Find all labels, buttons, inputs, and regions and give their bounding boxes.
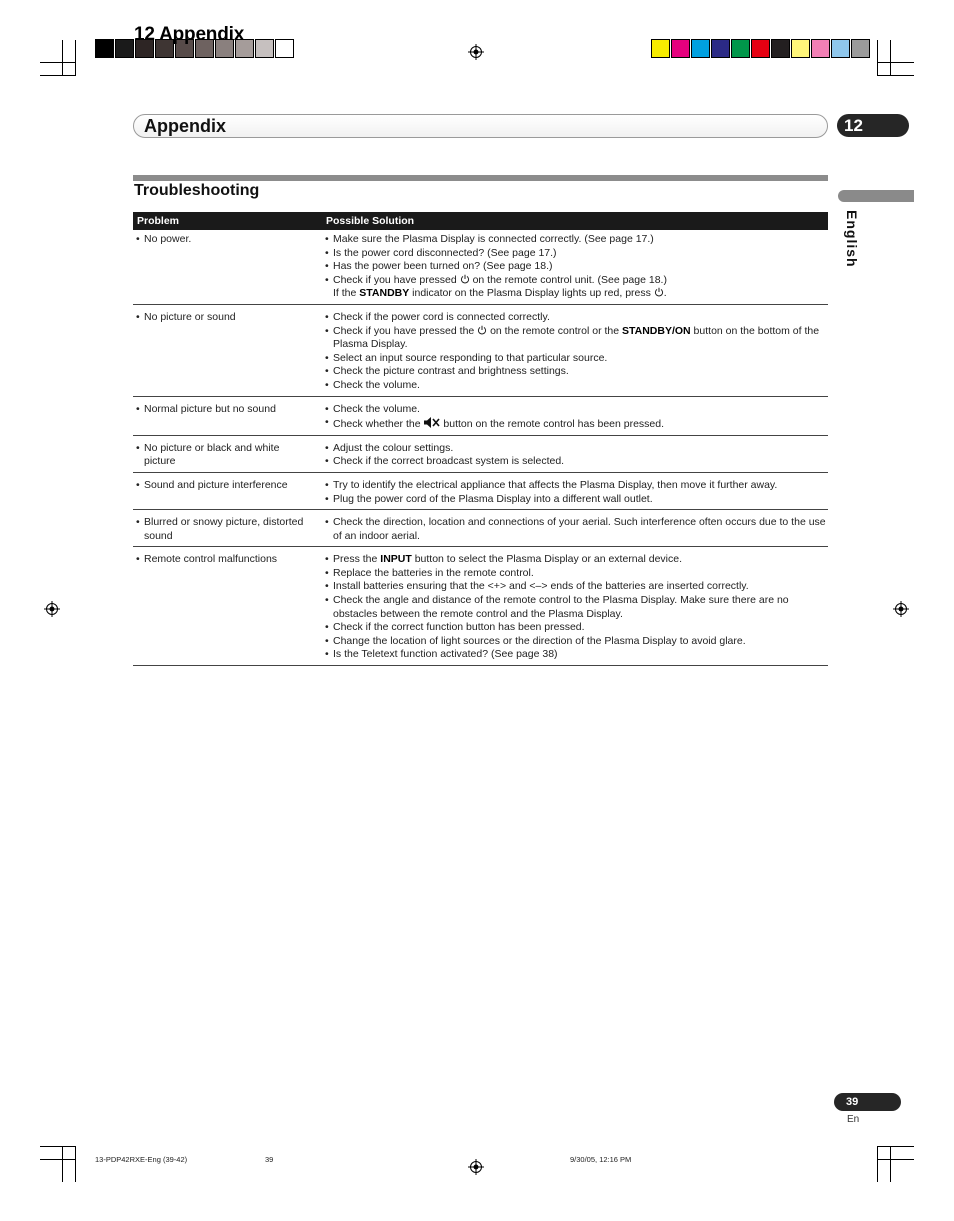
button-name: STANDBY/ON xyxy=(622,324,691,337)
power-icon xyxy=(460,274,470,284)
solution-text: Check the volume. xyxy=(333,378,420,391)
bullet: • xyxy=(325,233,329,245)
bullet: • xyxy=(325,441,329,454)
swatch xyxy=(831,39,850,58)
bullet: • xyxy=(325,273,329,286)
solution-text: . xyxy=(663,287,667,300)
table-row xyxy=(133,473,828,510)
solution-cell xyxy=(322,311,828,393)
solution-item xyxy=(325,621,828,635)
bullet: • xyxy=(325,478,329,491)
table-row xyxy=(133,510,828,547)
chapter-number-badge: 12 xyxy=(837,114,909,137)
swatch xyxy=(811,39,830,58)
solution-cell xyxy=(322,442,828,469)
bullet: • xyxy=(325,580,329,593)
solution-item xyxy=(325,247,828,261)
solution-text: Has the power been turned on? (See page 18.) xyxy=(333,260,553,273)
solution-item xyxy=(325,274,828,288)
swatch xyxy=(115,39,134,58)
crop-mark xyxy=(877,40,878,76)
crop-mark xyxy=(877,1146,878,1182)
bullet: • xyxy=(325,492,329,505)
bullet: • xyxy=(136,553,140,566)
bullet: • xyxy=(136,402,140,415)
solution-text: If the xyxy=(333,287,360,300)
swatch xyxy=(671,39,690,58)
solution-item xyxy=(325,635,828,649)
solution-text: Change the location of light sources or the direction of the Plasma Display to avoid glare. xyxy=(333,634,746,647)
solution-text: Replace the batteries in the remote control. xyxy=(333,566,534,579)
solution-text: Check the angle and distance of the remote control to the Plasma Display. Make sure there are no obstacles between the remote control and the Plasma Display. xyxy=(333,594,789,620)
registration-mark-icon xyxy=(468,44,484,60)
swatch xyxy=(691,39,710,58)
solution-item xyxy=(325,325,828,352)
solution-text: Check the picture contrast and brightness settings. xyxy=(333,365,569,378)
bullet: • xyxy=(325,246,329,259)
crop-mark xyxy=(40,1159,76,1160)
crop-mark xyxy=(62,40,63,76)
problem-cell xyxy=(133,403,322,432)
bullet: • xyxy=(325,516,329,529)
solution-item xyxy=(325,516,828,543)
chapter-header-bar xyxy=(133,114,828,138)
running-title: 12 Appendix xyxy=(134,24,245,45)
solution-cell xyxy=(322,553,828,662)
page-language: En xyxy=(847,1114,860,1125)
solution-text: Check if the power cord is connected correctly. xyxy=(333,310,550,323)
problem-text: No picture or sound xyxy=(144,310,236,323)
column-header-problem: Problem xyxy=(137,215,180,227)
swatch xyxy=(255,39,274,58)
solution-cell xyxy=(322,403,828,432)
solution-text: Check if you have pressed the xyxy=(333,324,478,337)
solution-item xyxy=(325,260,828,274)
swatch xyxy=(275,39,294,58)
swatch xyxy=(711,39,730,58)
solution-item xyxy=(325,493,828,507)
section-rule xyxy=(133,175,828,181)
solution-text: indicator on the Plasma Display lights up red, press xyxy=(409,287,654,300)
crop-mark xyxy=(40,1146,76,1147)
table-header xyxy=(133,212,828,230)
solution-item xyxy=(325,311,828,325)
bullet: • xyxy=(325,402,329,415)
solution-item xyxy=(325,442,828,456)
column-header-solution: Possible Solution xyxy=(326,215,415,227)
bullet: • xyxy=(136,516,140,529)
registration-mark-icon xyxy=(468,1159,484,1175)
solution-text: button to select the Plasma Display or an external device. xyxy=(411,553,683,566)
solution-item xyxy=(325,416,828,432)
bullet: • xyxy=(325,324,329,337)
solution-item xyxy=(325,648,828,662)
problem-cell xyxy=(133,479,322,506)
solution-text: Select an input source responding to that particular source. xyxy=(333,351,608,364)
swatch xyxy=(95,39,114,58)
bullet: • xyxy=(325,648,329,661)
solution-text: Is the Teletext function activated? (See page 38) xyxy=(333,648,558,661)
bullet: • xyxy=(325,566,329,579)
bullet: • xyxy=(136,478,140,491)
bullet: • xyxy=(325,378,329,391)
bullet: • xyxy=(325,594,329,607)
crop-mark xyxy=(890,40,891,76)
solution-cell xyxy=(322,516,828,543)
registration-mark-icon xyxy=(44,601,60,617)
swatch xyxy=(731,39,750,58)
solution-continuation xyxy=(325,287,828,301)
troubleshooting-table xyxy=(133,212,828,666)
solution-text: Check the volume. xyxy=(333,402,420,415)
solution-item xyxy=(325,455,828,469)
page-number-badge: 39 xyxy=(834,1093,901,1111)
solution-text: Try to identify the electrical appliance that affects the Plasma Display, then move it further away. xyxy=(333,478,778,491)
solution-text: on the remote control unit. (See page 18.) xyxy=(469,273,667,286)
footer-timestamp: 9/30/05, 12:16 PM xyxy=(570,1155,632,1164)
swatch xyxy=(751,39,770,58)
solution-cell xyxy=(322,233,828,301)
problem-text: Sound and picture interference xyxy=(144,478,288,491)
button-name: STANDBY xyxy=(359,287,410,300)
crop-mark xyxy=(75,40,76,76)
crop-mark xyxy=(878,1159,914,1160)
crop-mark xyxy=(40,75,76,76)
footer-page: 39 xyxy=(265,1155,274,1164)
solution-item xyxy=(325,352,828,366)
problem-text: Remote control malfunctions xyxy=(144,553,278,566)
problem-cell xyxy=(133,516,322,543)
solution-text: on the remote control or the xyxy=(487,324,622,337)
table-row xyxy=(133,305,828,397)
bullet: • xyxy=(325,310,329,323)
solution-item xyxy=(325,233,828,247)
crop-mark xyxy=(890,1146,891,1182)
solution-item xyxy=(325,553,828,567)
mute-icon xyxy=(423,416,440,429)
bullet: • xyxy=(325,455,329,468)
solution-cell xyxy=(322,479,828,506)
swatch xyxy=(851,39,870,58)
table-body xyxy=(133,230,828,666)
bullet: • xyxy=(136,233,140,245)
crop-mark xyxy=(878,1146,914,1147)
table-row xyxy=(133,397,828,436)
solution-text: Make sure the Plasma Display is connected correctly. (See page 17.) xyxy=(333,233,654,245)
problem-text: No picture or black and white picture xyxy=(144,441,280,468)
crop-mark xyxy=(878,75,914,76)
solution-text: Install batteries ensuring that the <+> and <–> ends of the batteries are inserted correctly. xyxy=(333,580,749,593)
solution-text: button on the bottom of the Plasma Display. xyxy=(333,324,820,351)
bullet: • xyxy=(136,441,140,454)
solution-text: Adjust the colour settings. xyxy=(333,441,454,454)
solution-text: Is the power cord disconnected? (See page 17.) xyxy=(333,246,557,259)
registration-mark-icon xyxy=(893,601,909,617)
bullet: • xyxy=(136,310,140,323)
language-label: English xyxy=(844,210,860,268)
bullet: • xyxy=(325,365,329,378)
crop-mark xyxy=(75,1146,76,1182)
solution-item xyxy=(325,567,828,581)
solution-text: Check if you have pressed xyxy=(333,273,460,286)
solution-text: Plug the power cord of the Plasma Display into a different wall outlet. xyxy=(333,492,653,505)
problem-cell xyxy=(133,233,322,301)
table-row xyxy=(133,436,828,473)
solution-text: button on the remote control has been pressed. xyxy=(440,418,665,431)
bullet: • xyxy=(325,634,329,647)
crop-mark xyxy=(878,62,914,63)
language-tab xyxy=(838,190,914,202)
swatch xyxy=(791,39,810,58)
chapter-title: Appendix xyxy=(144,116,227,136)
solution-text: Check if the correct broadcast system is selected. xyxy=(333,455,565,468)
problem-text: Blurred or snowy picture, distorted sound xyxy=(144,516,304,542)
solution-item xyxy=(325,379,828,393)
solution-item xyxy=(325,365,828,379)
table-row xyxy=(133,547,828,666)
bullet: • xyxy=(325,351,329,364)
bullet: • xyxy=(325,553,329,566)
solution-item xyxy=(325,594,828,621)
solution-item xyxy=(325,580,828,594)
problem-cell xyxy=(133,311,322,393)
bullet: • xyxy=(325,260,329,273)
solution-item xyxy=(325,403,828,417)
solution-item xyxy=(325,479,828,493)
solution-text: Check the direction, location and connections of your aerial. Such interference often occurs due to the use of an indoor aerial. xyxy=(333,516,826,542)
button-name: INPUT xyxy=(380,553,412,566)
swatch xyxy=(771,39,790,58)
table-row xyxy=(133,230,828,305)
section-title: Troubleshooting xyxy=(134,182,260,199)
swatch xyxy=(651,39,670,58)
problem-cell xyxy=(133,553,322,662)
footer-file: 13-PDP42RXE-Eng (39-42) xyxy=(95,1155,188,1164)
solution-text: Check if the correct function button has been pressed. xyxy=(333,621,585,634)
problem-text: No power. xyxy=(144,233,192,245)
crop-mark xyxy=(62,1146,63,1182)
bullet: • xyxy=(325,416,329,429)
solution-text: Press the xyxy=(333,553,381,566)
problem-text: Normal picture but no sound xyxy=(144,402,276,415)
solution-text: Check whether the xyxy=(333,418,424,431)
bullet: • xyxy=(325,621,329,634)
power-icon xyxy=(654,287,664,297)
color-swatch-strip xyxy=(651,39,871,58)
problem-cell xyxy=(133,442,322,469)
crop-mark xyxy=(40,62,76,63)
power-icon xyxy=(477,325,487,335)
